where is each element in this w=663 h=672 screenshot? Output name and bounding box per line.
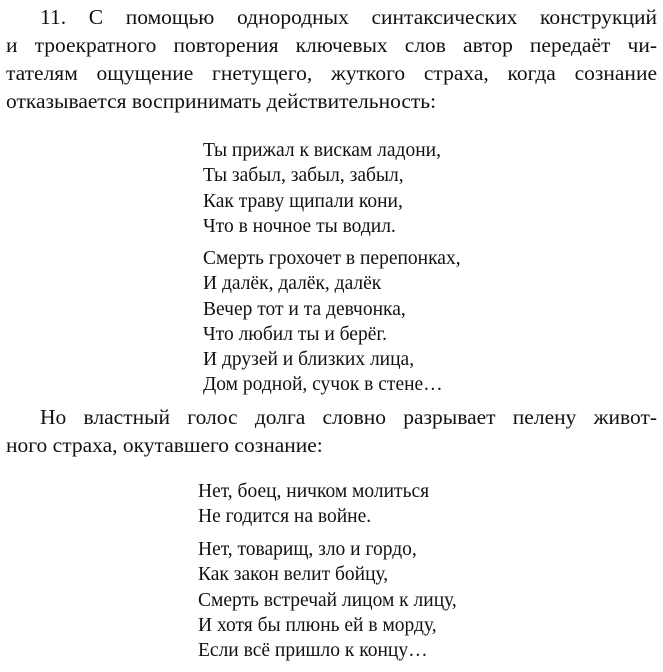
verse-line: И друзей и близких лица, — [203, 349, 415, 371]
verse-line: Нет, товарищ, зло и гордо, — [198, 539, 417, 560]
poem-stanza-4 — [198, 537, 457, 663]
paragraph-line: и троекратного повторения ключевых слов автор передаёт чи- — [6, 33, 657, 57]
paragraph-line: 11. С помощью однородных синтаксических конструкций — [40, 5, 657, 29]
poem-stanza-2 — [203, 246, 461, 398]
verse-line: И далёк, далёк, далёк — [203, 273, 382, 295]
verse-line: Что любил ты и берёг. — [203, 323, 388, 345]
verse-line: Не годится на войне. — [198, 506, 372, 528]
paragraph-line: отказывается воспринимать действительность: — [6, 89, 437, 113]
paragraph-line: ного страха, окутавшего сознание: — [6, 433, 323, 457]
verse-line: Ты прижал к вискам ладони, — [203, 140, 441, 161]
paragraph-line: тателям ощущение гнетущего, жуткого страха, когда сознание — [6, 61, 657, 85]
paragraph-line: Но властный голос долга словно разрывает пелену живот- — [40, 405, 657, 429]
verse-line: Вечер тот и та девчонка, — [203, 298, 406, 320]
poem-stanza-1 — [203, 138, 441, 239]
verse-line: Дом родной, сучок в стене… — [203, 374, 443, 396]
verse-line: Смерть грохочет в перепонках, — [203, 248, 461, 269]
verse-line: И хотя бы плюнь ей в морду, — [198, 614, 437, 636]
intro-paragraph — [6, 3, 657, 115]
verse-line: Как закон велит бойцу, — [198, 564, 389, 586]
verse-line: Нет, боец, ничком молиться — [198, 481, 430, 502]
verse-line: Что в ночное ты водил. — [203, 215, 396, 237]
poem-stanza-3 — [198, 479, 429, 530]
verse-line: Смерть встречай лицом к лицу, — [198, 589, 457, 611]
verse-line: Ты забыл, забыл, забыл, — [203, 165, 404, 187]
verse-line: Если всё пришло к концу… — [198, 640, 428, 662]
verse-line: Как траву щипали кони, — [203, 190, 403, 212]
commentary-paragraph — [6, 403, 657, 459]
